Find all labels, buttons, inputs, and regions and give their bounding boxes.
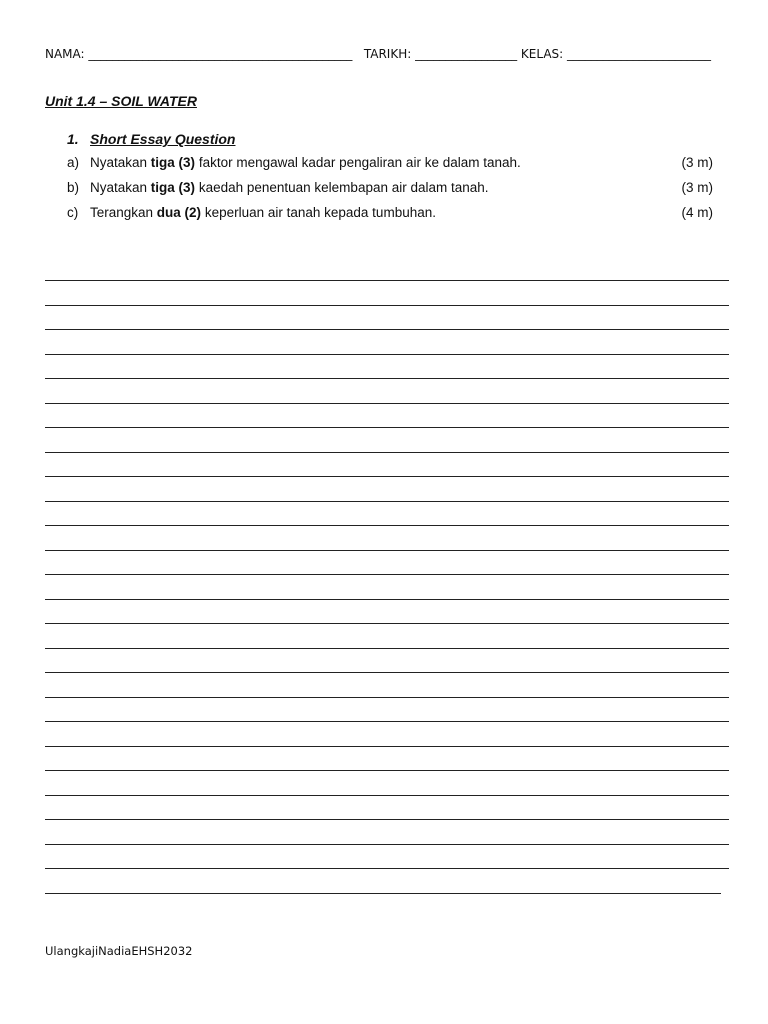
answer-line[interactable] xyxy=(45,575,729,600)
answer-line[interactable] xyxy=(45,649,729,674)
answer-line[interactable] xyxy=(45,502,729,527)
nama-label: NAMA: xyxy=(45,47,89,61)
tarikh-field[interactable]: _________________ xyxy=(415,47,518,61)
section-title: Short Essay Question xyxy=(90,131,236,147)
question-letter: b) xyxy=(67,180,80,195)
answer-line[interactable] xyxy=(45,306,729,331)
answer-line[interactable] xyxy=(45,404,729,429)
answer-line[interactable] xyxy=(45,477,729,502)
question-text: Nyatakan tiga (3) faktor mengawal kadar pengaliran air ke dalam tanah. xyxy=(90,155,521,170)
footer-text: UlangkajiNadiaEHSH2032 xyxy=(45,944,193,958)
answer-line[interactable] xyxy=(45,722,729,747)
question-marks: (3 m) xyxy=(681,180,713,195)
answer-line[interactable] xyxy=(45,771,729,796)
answer-line[interactable] xyxy=(45,551,729,576)
unit-title: Unit 1.4 – SOIL WATER xyxy=(45,93,197,109)
answer-line[interactable] xyxy=(45,526,729,551)
answer-line[interactable] xyxy=(45,673,729,698)
answer-line[interactable] xyxy=(45,698,729,723)
answer-line[interactable] xyxy=(45,453,729,478)
answer-line[interactable] xyxy=(45,600,729,625)
answer-line[interactable] xyxy=(45,820,729,845)
answer-line[interactable] xyxy=(45,281,729,306)
answer-line[interactable] xyxy=(45,869,721,894)
answer-line[interactable] xyxy=(45,330,729,355)
answer-line[interactable] xyxy=(45,845,729,870)
answer-line[interactable] xyxy=(45,624,729,649)
question-marks: (3 m) xyxy=(681,155,713,170)
answer-line[interactable] xyxy=(45,379,729,404)
kelas-label: KELAS: xyxy=(520,47,568,61)
answer-line[interactable] xyxy=(45,796,729,821)
question-letter: a) xyxy=(67,155,80,170)
question-text: Terangkan dua (2) keperluan air tanah kepada tumbuhan. xyxy=(90,205,436,220)
answer-lines[interactable] xyxy=(45,280,729,894)
answer-line[interactable] xyxy=(45,747,729,772)
section-number: 1. xyxy=(67,131,79,147)
question-marks: (4 m) xyxy=(681,205,713,220)
question-letter: c) xyxy=(67,205,79,220)
student-info-header xyxy=(45,47,735,61)
nama-field[interactable]: ____________________________________________ xyxy=(88,47,353,61)
kelas-field[interactable]: ________________________ xyxy=(567,47,712,61)
tarikh-label: TARIKH: xyxy=(363,47,416,61)
section-heading xyxy=(67,131,235,147)
answer-line[interactable] xyxy=(45,355,729,380)
answer-line[interactable] xyxy=(45,428,729,453)
question-text: Nyatakan tiga (3) kaedah penentuan kelembapan air dalam tanah. xyxy=(90,180,489,195)
